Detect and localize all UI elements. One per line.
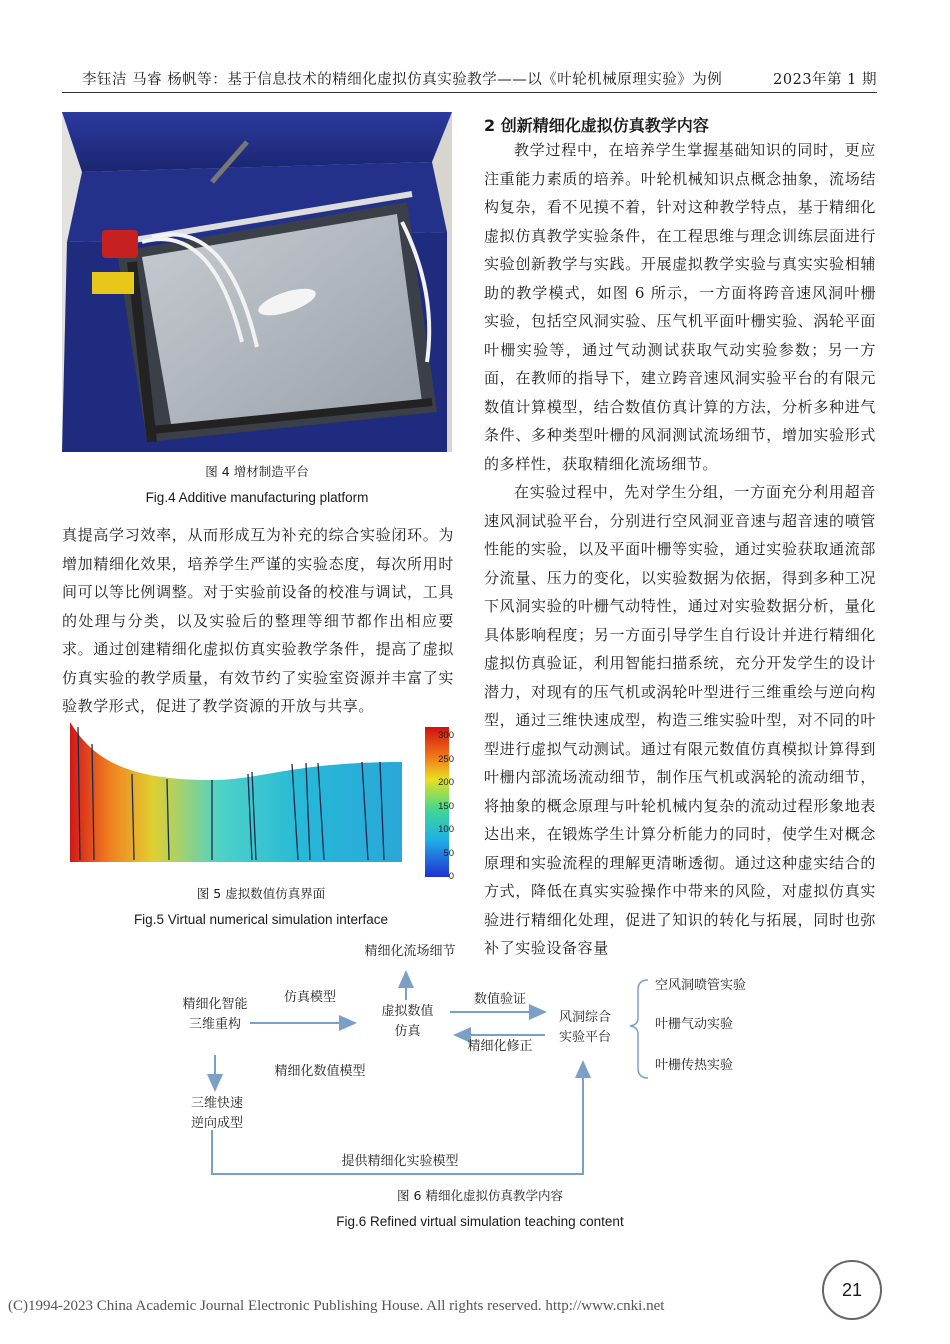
page-number: 21 (822, 1260, 882, 1320)
node-recon-line1: 精细化智能 (182, 997, 248, 1012)
fig4-caption-cn: 图 4 增材制造平台 (205, 464, 309, 479)
colorbar-tick: 0 (448, 871, 454, 882)
fig6-caption-cn: 图 6 精细化虚拟仿真教学内容 (397, 1188, 563, 1203)
copyright-footer: (C)1994-2023 China Academic Journal Electronic Publishing House. All rights reserved. http://www.cnki.net (8, 1298, 665, 1314)
edge-fix: 精细化修正 (467, 1039, 533, 1054)
fig4-caption-en: Fig.4 Additive manufacturing platform (145, 490, 369, 505)
fig6-caption-en: Fig.6 Refined virtual simulation teaching content (336, 1214, 624, 1229)
node-detail: 精细化流场细节 (364, 944, 456, 959)
additive-manufacturing-machine-illustration (62, 112, 452, 452)
running-header (62, 64, 877, 93)
node-sim-line2: 仿真 (394, 1024, 421, 1039)
node-sim-line1: 虚拟数值 (381, 1004, 434, 1019)
fig4-photo (62, 112, 452, 452)
exp-1: 空风洞喷管实验 (655, 978, 747, 993)
colorbar-tick: 50 (443, 847, 454, 859)
left-paragraph: 真提高学习效率，从而形成互为补充的综合实验闭环。为增加精细化效果，培养学生严谨的实验态度，每次所用时间可以等比例调整。对于实验前设备的校准与调试，工具的处理与分类，以及实验后的整理等细节都作出相应要求。通过创建精细化虚拟仿真实验教学条件，提高了虚拟仿真实验的教学质量，有效节约了实验室资源并丰富了实验教学形式，促进了教学资源的开放与共享。 (62, 526, 454, 715)
node-wind (545, 1008, 625, 1048)
fig5-caption-en: Fig.5 Virtual numerical simulation interface (133, 912, 389, 927)
exp-3: 叶栅传热实验 (655, 1058, 734, 1073)
exp-2: 叶栅气动实验 (655, 1017, 734, 1032)
node-recon (170, 995, 260, 1035)
section-title: 2 创新精细化虚拟仿真教学内容 (484, 116, 709, 135)
fig5-caption-cn: 图 5 虚拟数值仿真界面 (196, 886, 326, 901)
colorbar-tick: 300 (438, 730, 454, 741)
header-authors-title: 李钰洁 马睿 杨帆等：基于信息技术的精细化虚拟仿真实验教学——以《叶轮机械原理实验》为例 (82, 72, 723, 88)
colorbar-tick: 200 (438, 777, 454, 788)
node-wind-line2: 实验平台 (558, 1030, 611, 1045)
colorbar-tick: 150 (438, 800, 454, 812)
right-column-text (484, 136, 876, 963)
colorbar-tick: 100 (438, 824, 454, 835)
header-issue: 2023年第 1 期 (773, 72, 877, 88)
edge-verify: 数值验证 (473, 992, 526, 1007)
left-column-text (62, 521, 454, 721)
node-recon-line2: 三维重构 (188, 1017, 241, 1032)
fig5-simulation (62, 722, 460, 882)
node-form-line2: 逆向成型 (190, 1116, 243, 1131)
flow-field-contour-illustration (62, 722, 460, 882)
colorbar-ticks (430, 724, 454, 889)
right-paragraph-1: 教学过程中，在培养学生掌握基础知识的同时，更应注重能力素质的培养。叶轮机械知识点概念抽象，流场结构复杂，看不见摸不着，针对这种教学特点，基于精细化虚拟仿真教学实验条件，在工程思维与理念训练层面进行实验创新教学与实践。开展虚拟教学实验与真实实验相辅助的教学模式，如图 6 所示，一方面将跨音速风洞叶栅实验，包括空风洞实验、压气机平面叶栅实验、涡轮平面叶栅实验等，通过气动测试获取气动实验参数；另一方面，在教师的指导下，建立跨音速风洞实验平台的有限元数值计算模型，结合数值仿真计算的方法，分析多种进气条件、多种类型叶栅的风洞测试流场细节，增加实验形式的多样性，获取精细化流场细节。 (484, 141, 876, 473)
node-form (172, 1094, 262, 1134)
edge-num-model: 精细化数值模型 (274, 1064, 366, 1079)
fig6-diagram (150, 940, 810, 1180)
edge-provide: 提供精细化实验模型 (341, 1154, 459, 1169)
node-wind-line1: 风洞综合 (558, 1010, 611, 1025)
right-paragraph-2: 在实验过程中，先对学生分组，一方面充分利用超音速风洞试验平台，分别进行空风洞亚音速与超音速的喷管性能的实验，以及平面叶栅等实验，通过实验获取通流部分流量、压力的变化，以实验数据为依据，得到多种工况下风洞实验的叶栅气动特性，通过对实验数据分析，量化具体影响程度；另一方面引导学生自行设计并进行精细化虚拟仿真验证，利用智能扫描系统，充分开发学生的设计潜力，对现有的压气机或涡轮叶型进行三维重绘与逆向构型，通过三维快速成型，构造三维实验叶型，对不同的叶型进行虚拟气动测试。通过有限元数值仿真模拟计算得到叶栅内部流场流动细节，制作压气机或涡轮的流动细节，将抽象的概念原理与叶轮机械内复杂的流动过程形象地表达出来，在锻炼学生计算分析能力的同时，使学生对概念原理和实验流程的理解更清晰透彻。通过这种虚实结合的方式，降低在真实实验操作中带来的风险，对虚拟仿真实验进行精细化处理，促进了知识的转化与拓展，同时也弥补了实验设备容量 (484, 483, 876, 957)
node-form-line1: 三维快速 (190, 1096, 243, 1111)
edge-sim-model: 仿真模型 (283, 990, 336, 1005)
node-sim (365, 1002, 450, 1042)
colorbar-tick: 250 (438, 753, 454, 765)
